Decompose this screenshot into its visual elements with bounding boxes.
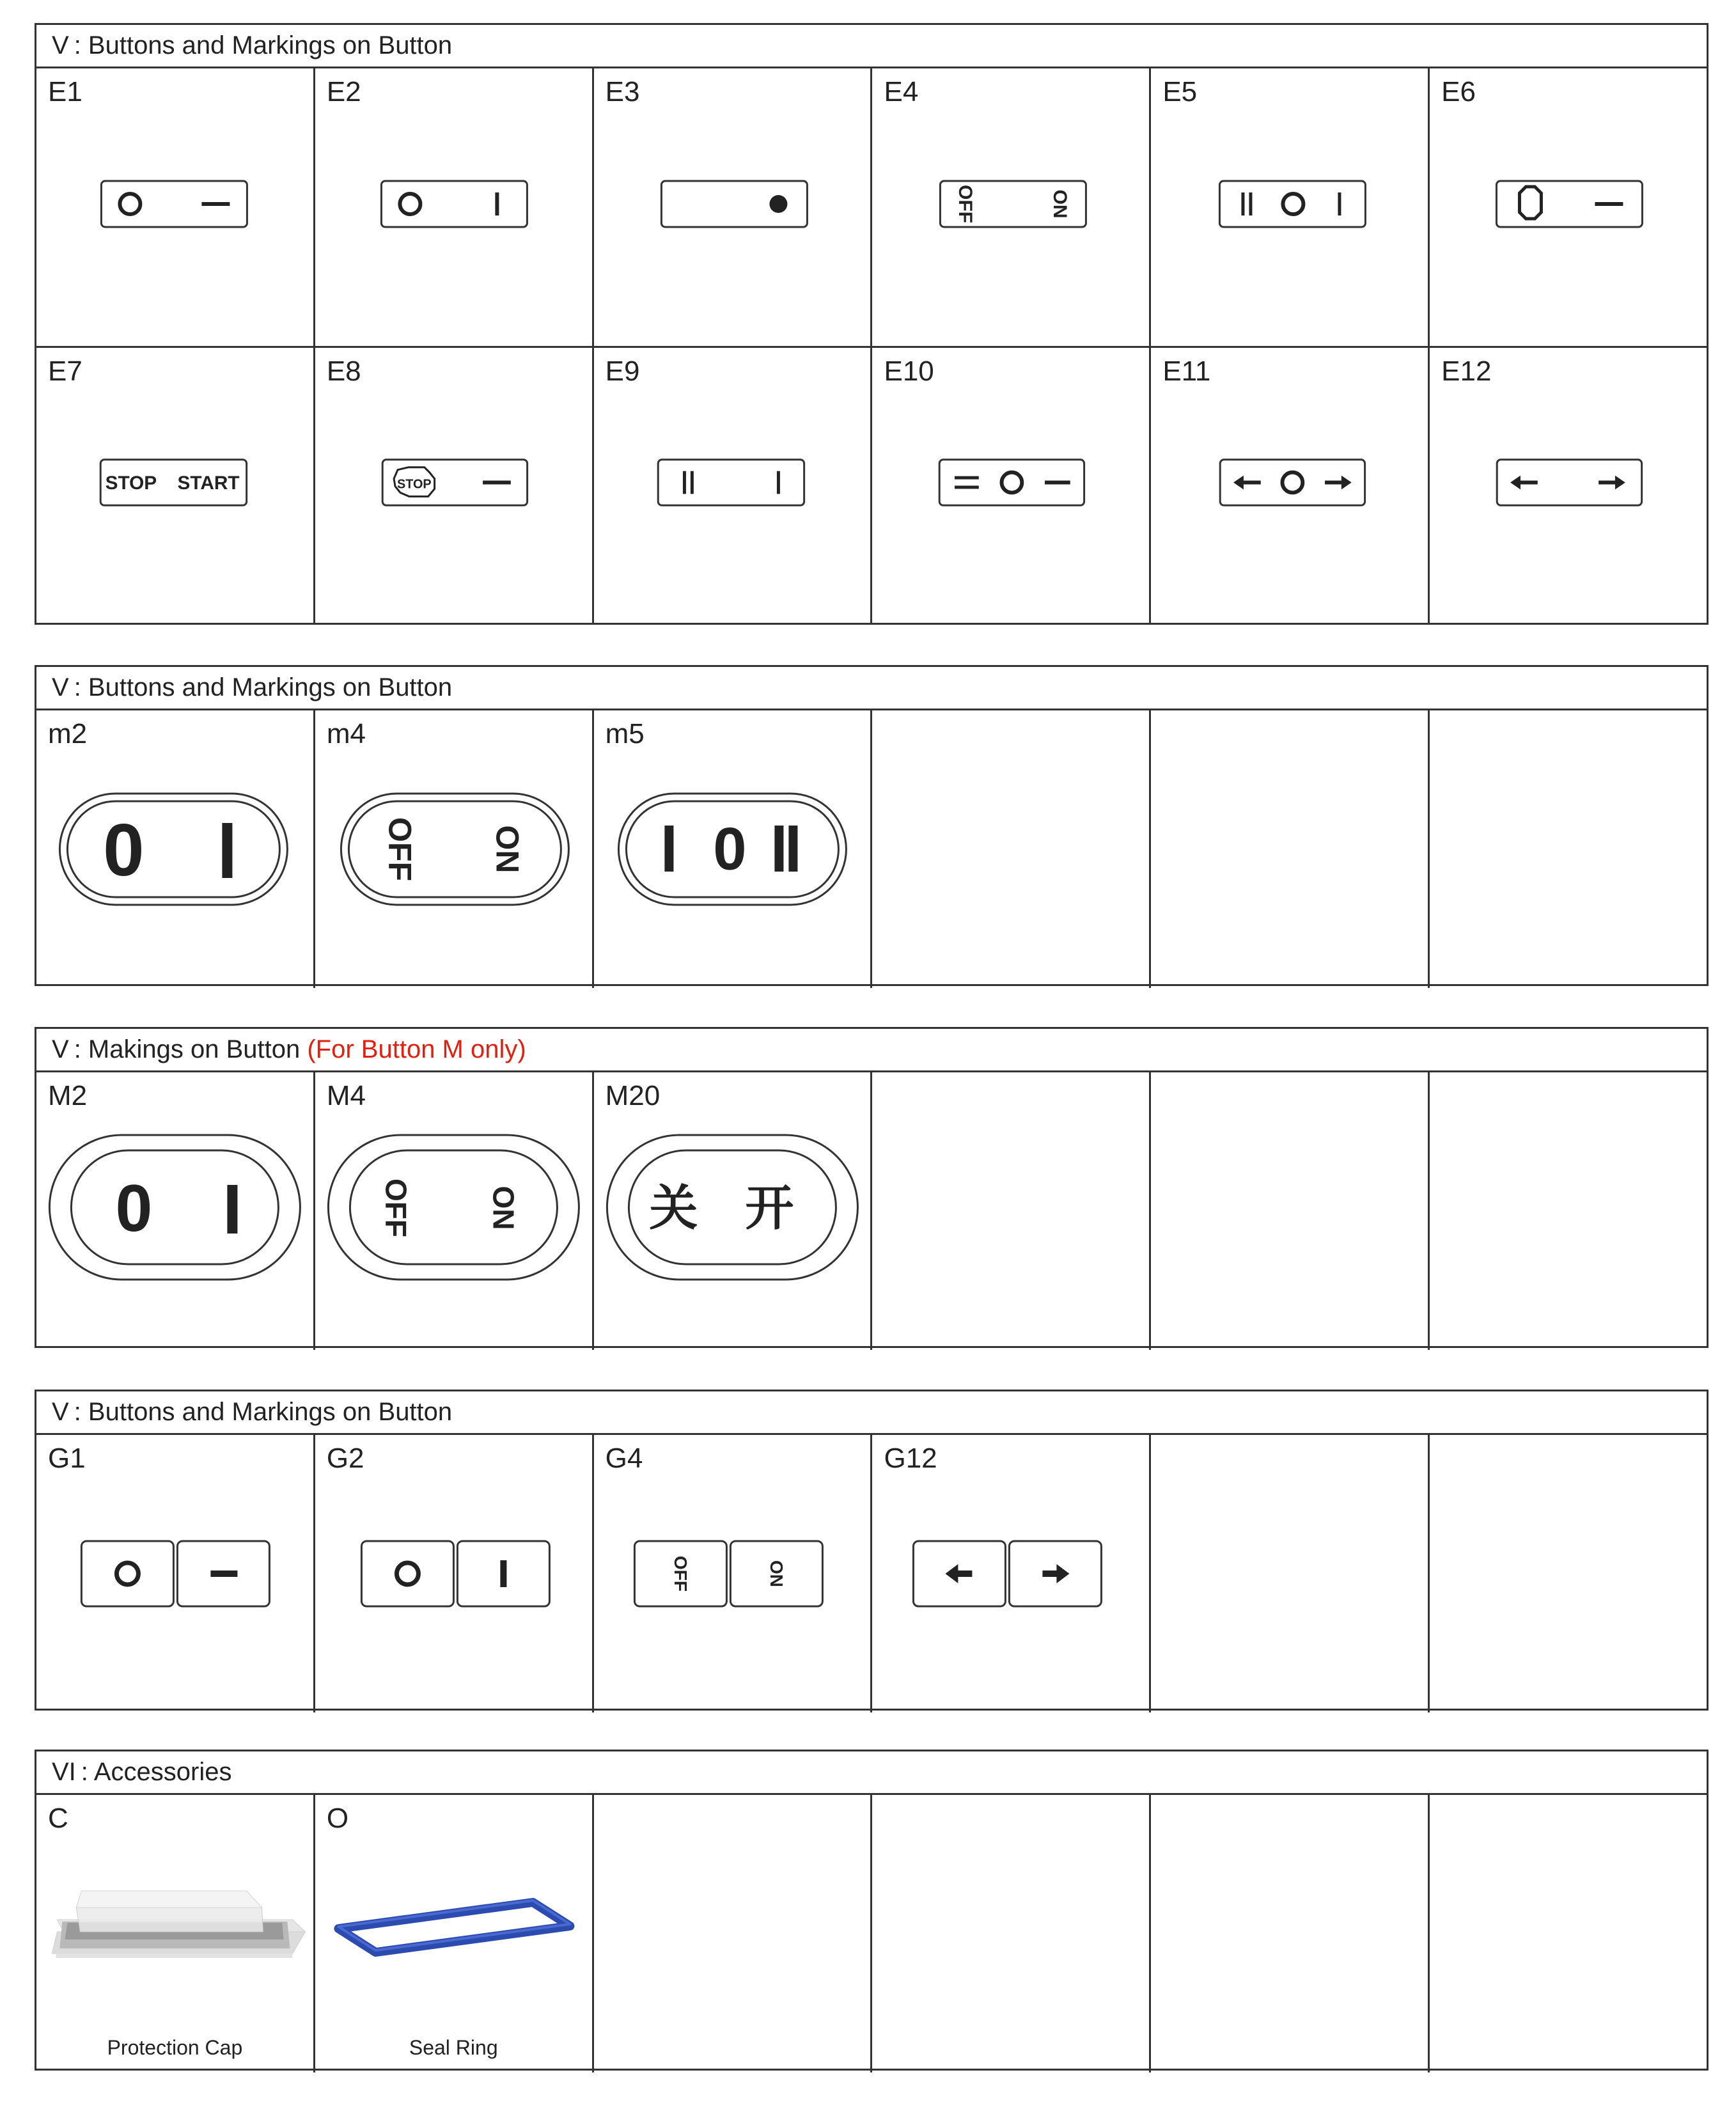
- stop-sign-text: STOP: [396, 477, 432, 492]
- cell-e8: [313, 348, 592, 623]
- cell-e7: [36, 348, 313, 623]
- on-text: ON: [489, 825, 526, 873]
- code-label: G2: [326, 1443, 364, 1474]
- table-row: [36, 346, 1707, 623]
- section-header: [36, 1391, 1707, 1435]
- section-accessories: [35, 1750, 1709, 2071]
- code-label: m5: [605, 718, 645, 749]
- button-marking-e1: [36, 68, 313, 346]
- cell-empty: [1149, 1795, 1428, 2072]
- cell-e3: [592, 68, 871, 346]
- code-label: M4: [326, 1080, 366, 1111]
- button-marking-e7: [36, 348, 313, 623]
- cell-M4: [313, 1072, 592, 1350]
- section-m-markings: [35, 1027, 1709, 1348]
- table-row: [36, 710, 1707, 988]
- cell-empty: [1428, 1435, 1707, 1712]
- section-title: V : Buttons and Markings on Button: [52, 1398, 453, 1426]
- start-text: START: [177, 473, 240, 494]
- cell-e1: [36, 68, 313, 346]
- cell-e4: [870, 68, 1149, 346]
- code-label: E9: [605, 356, 640, 387]
- code-label: E8: [326, 356, 361, 387]
- button-marking-M2: [36, 1072, 313, 1350]
- cell-e12: [1428, 348, 1707, 623]
- code-label: G1: [48, 1443, 86, 1474]
- seal-ring-caption: Seal Ring: [409, 2036, 498, 2059]
- button-marking-e6: [1430, 68, 1707, 346]
- protection-cap-image: [36, 1795, 313, 2072]
- code-label: E5: [1162, 76, 1198, 107]
- code-label: m4: [326, 718, 366, 749]
- stop-text: STOP: [105, 473, 157, 494]
- button-marking-e9: [594, 348, 871, 623]
- section-e-buttons: [35, 23, 1709, 625]
- cell-G1: [36, 1435, 313, 1712]
- code-label: E3: [605, 76, 640, 107]
- button-marking-e8: [315, 348, 592, 623]
- button-marking-e5: [1151, 68, 1428, 346]
- off-text: OFF: [379, 1179, 413, 1237]
- cell-G12: [870, 1435, 1149, 1712]
- code-label: G4: [605, 1443, 643, 1474]
- on-text: ON: [766, 1560, 786, 1587]
- button-marking-G2: [315, 1435, 592, 1712]
- code-label: O: [326, 1803, 349, 1834]
- code-label: G12: [884, 1443, 937, 1474]
- zero-text: 0: [103, 808, 145, 891]
- cell-m2: [36, 710, 313, 988]
- off-text: OFF: [382, 817, 418, 881]
- code-label: C: [48, 1803, 68, 1834]
- section-title: V : Buttons and Markings on Button: [52, 673, 453, 701]
- button-marking-e10: [872, 348, 1149, 623]
- table-row: [36, 68, 1707, 346]
- on-text: ON: [487, 1186, 520, 1230]
- button-marking-m5: [594, 710, 871, 988]
- cell-e5: [1149, 68, 1428, 346]
- cell-empty: [870, 710, 1149, 988]
- button-marking-G12: [872, 1435, 1149, 1712]
- cell-e11: [1149, 348, 1428, 623]
- section-title: V : Makings on Button: [52, 1035, 301, 1063]
- table-row: [36, 1435, 1707, 1712]
- section-g-buttons: [35, 1390, 1709, 1711]
- cell-M2: [36, 1072, 313, 1350]
- on-text: ON: [1049, 189, 1071, 219]
- code-label: E4: [884, 76, 919, 107]
- cell-O: [313, 1795, 592, 2072]
- button-marking-e4: [872, 68, 1149, 346]
- code-label: M2: [48, 1080, 88, 1111]
- section-header: [36, 1029, 1707, 1072]
- cell-empty: [1428, 1795, 1707, 2072]
- section-header: [36, 667, 1707, 710]
- cell-C: [36, 1795, 313, 2072]
- button-marking-M4: [315, 1072, 592, 1350]
- cell-G2: [313, 1435, 592, 1712]
- table-row: [36, 1795, 1707, 2072]
- kai-text: 开: [745, 1179, 794, 1237]
- button-marking-G4: [594, 1435, 871, 1712]
- section-title: V : Buttons and Markings on Button: [52, 31, 453, 59]
- section-note: (For Button M only): [307, 1035, 526, 1063]
- button-marking-G1: [36, 1435, 313, 1712]
- off-text: OFF: [670, 1556, 691, 1592]
- cell-e2: [313, 68, 592, 346]
- cell-empty: [1428, 1072, 1707, 1350]
- code-label: E6: [1441, 76, 1476, 107]
- code-label: E11: [1162, 356, 1211, 387]
- cell-empty: [1428, 710, 1707, 988]
- table-row: [36, 1072, 1707, 1350]
- button-marking-e11: [1151, 348, 1428, 623]
- zero-text: 0: [712, 815, 747, 882]
- cell-m4: [313, 710, 592, 988]
- cell-m5: [592, 710, 871, 988]
- code-label: M20: [605, 1080, 661, 1111]
- button-marking-M20: [594, 1072, 871, 1350]
- cell-empty: [1149, 710, 1428, 988]
- protection-cap-caption: Protection Cap: [107, 2036, 243, 2059]
- cell-empty: [592, 1795, 871, 2072]
- button-marking-e12: [1430, 348, 1707, 623]
- cell-empty: [870, 1072, 1149, 1350]
- cell-M20: [592, 1072, 871, 1350]
- off-text: OFF: [955, 185, 976, 223]
- code-label: E1: [48, 76, 82, 107]
- cell-empty: [1149, 1072, 1428, 1350]
- button-marking-m4: [315, 710, 592, 988]
- cell-e10: [870, 348, 1149, 623]
- cell-e9: [592, 348, 871, 623]
- code-label: E7: [48, 356, 82, 387]
- guan-text: 关: [649, 1179, 698, 1237]
- code-label: E10: [884, 356, 934, 387]
- code-label: m2: [48, 718, 88, 749]
- code-label: E12: [1441, 356, 1492, 387]
- button-marking-m2: [36, 710, 313, 988]
- seal-ring-image: [315, 1795, 592, 2072]
- section-title: VI : Accessories: [52, 1758, 232, 1786]
- section-header: [36, 1751, 1707, 1795]
- cell-e6: [1428, 68, 1707, 346]
- code-label: E2: [326, 76, 361, 107]
- cell-empty: [1149, 1435, 1428, 1712]
- section-header: [36, 25, 1707, 68]
- button-marking-e3: [594, 68, 871, 346]
- section-m-buttons: [35, 665, 1709, 986]
- cell-G4: [592, 1435, 871, 1712]
- zero-text: 0: [115, 1171, 153, 1246]
- cell-empty: [870, 1795, 1149, 2072]
- button-marking-e2: [315, 68, 592, 346]
